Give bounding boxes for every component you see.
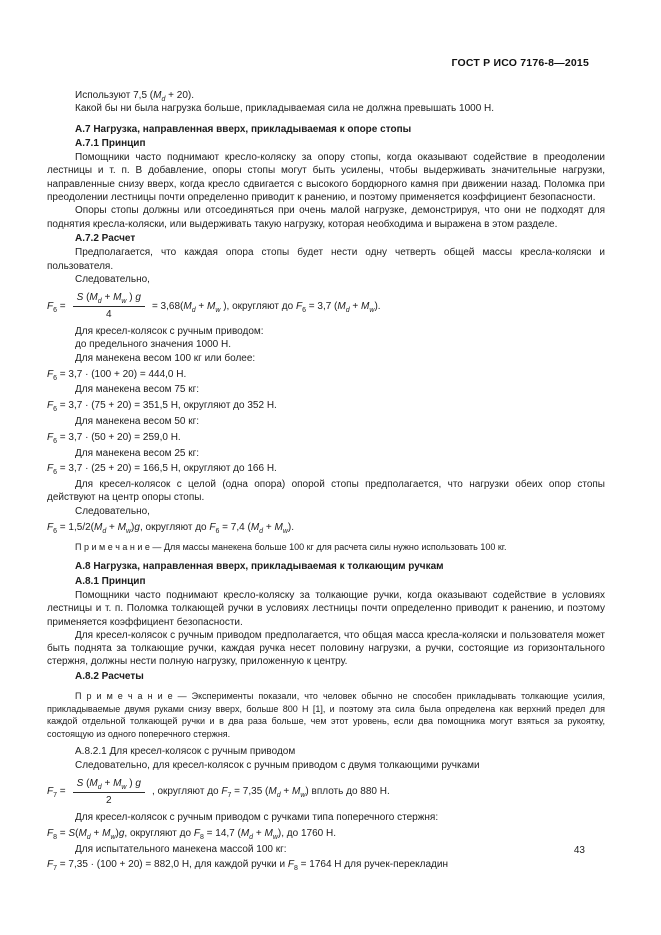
paragraph: Для кресел-колясок с ручным приводом с ручками типа поперечного стержня:	[75, 812, 439, 824]
paragraph: Для кресел-колясок с целой (одна опора) опорой стопы предполагается, что нагрузки обеих опор стопы действуют на центр опоры стопы.	[47, 479, 605, 504]
formula: $F_7 = 7,35 \cdot (100 + 20) = 882,0$ Н, для каждой ручки и $F_8 = 1764$ Н для ручек-перекладин	[47, 859, 448, 873]
formula	[47, 777, 605, 807]
document-body	[47, 89, 605, 874]
formula-fraction	[73, 777, 145, 807]
paragraph: Следовательно,	[75, 273, 150, 285]
fraction-denominator: 2	[73, 792, 145, 807]
paragraph: Следовательно, для кресел-колясок с ручным приводом с двумя толкающими ручками	[75, 759, 480, 771]
paragraph: Опоры стопы должны или отсоединяться при очень малой нагрузке, демонстрируя, что они не подходят для поднятия кресла-коляски, или выдерживать такую нагрузку, которая необходима и выражена в этом разделе.	[47, 205, 605, 230]
paragraph: Для манекена весом 25 кг:	[75, 447, 200, 459]
paragraph: Помощники часто поднимают кресло-коляску за опору стопы, когда оказывают содействие в преодолении лестницы и т. п. В добавление, опоры стопы могут быть усилены, чтобы выдерживать значительные нагрузки, направленные снизу вверх, когда кресло сдвигается с высокого бордюрного камня при движении назад. Поломка при преодолении лестницы почти определенно приводит к ранению, и поэтому применяется коэффициент безопасности.	[47, 152, 605, 204]
paragraph: Помощники часто поднимают кресло-коляску за толкающие ручки, когда оказывают содействие в условиях лестницы и т. п. Поломка толкающей ручки в условиях лестницы почти определенно приводит к ранению, и поэтому применяется коэффициент безопасности.	[47, 590, 605, 628]
formula: $F_6 = 3,7 \cdot (50 + 20) = 259,0$ Н.	[47, 431, 181, 445]
subsection-heading: А.7.1 Принцип	[75, 137, 146, 149]
paragraph: Для кресел-колясок с ручным приводом предполагается, что общая масса кресла-коляски и пользователя может быть поднята за толкающие ручки, каждая ручка несет половину нагрузки, а ручки, состоящие из горизонтального стержня, должны нести полную нагрузку, приложенную к центру.	[47, 629, 605, 668]
page-number: 43	[573, 845, 585, 856]
paragraph: Для испытательного манекена массой 100 кг:	[75, 843, 287, 855]
paragraph: Для кресел-колясок с ручным приводом:	[75, 326, 264, 338]
fraction-numerator: S ($M_d + M_w$ ) g	[76, 292, 141, 306]
formula-lhs: $F_7$ =	[47, 786, 66, 800]
note-paragraph: П р и м е ч а н и е — Эксперименты показали, что человек обычно не способен прикладывать толкающие усилия, прикладываемые двумя руками снизу вверх, больше 800 Н [1], и поэтому эта сила была определена как верхний предел для каждой отдельной толкающей ручки и в два раза больше, чем этот уровень, если два помощника могут взяться за рукоятку, состоящую из одного поперечного стержня.	[47, 691, 605, 739]
paragraph: Предполагается, что каждая опора стопы будет нести одну четверть общей массы кресла-коляски и пользователя.	[47, 247, 605, 272]
formula-rhs: = $3,68(M_d + M_w$ ), округляют до $F_6 = 3,7$ $(M_d + M_w)$.	[151, 300, 381, 314]
paragraph: Используют 7,5 $(M_d + 20)$.	[75, 90, 195, 103]
formula: $F_6 = 3,7 \cdot (75 + 20) = 351,5$ Н, округляют до 352 Н.	[47, 400, 277, 414]
paragraph: до предельного значения 1000 Н.	[75, 339, 232, 351]
fraction-numerator: S ($M_d + M_w$ ) g	[76, 778, 141, 792]
paragraph: Какой бы ни была нагрузка больше, прикладываемая сила не должна превышать 1000 Н.	[75, 103, 495, 115]
formula: $F_6 = 3,7 \cdot (25 + 20) = 166,5$ Н, округляют до 166 Н.	[47, 463, 277, 477]
formula-lhs: $F_6$ =	[47, 300, 66, 314]
paragraph: Для манекена весом 50 кг:	[75, 415, 200, 427]
note-paragraph: П р и м е ч а н и е — Для массы манекена больше 100 кг для расчета силы нужно использовать 100 кг.	[75, 541, 507, 552]
paragraph: Следовательно,	[75, 505, 150, 517]
formula: $F_6 = 3,7 \cdot (100 + 20) = 444,0$ Н.	[47, 368, 187, 382]
paragraph: Для манекена весом 75 кг:	[75, 384, 200, 396]
formula-fraction	[73, 291, 145, 321]
paragraph: А.8.2.1 Для кресел-колясок с ручным приводом	[75, 746, 296, 758]
formula: $F_8 = S(M_d + M_w)g$, округляют до $F_8 = 14,7$ $(M_d + M_w)$, до 1760 Н.	[47, 827, 336, 841]
section-heading: А.7 Нагрузка, направленная вверх, прикладываемая к опоре стопы	[75, 123, 412, 135]
formula	[47, 291, 605, 321]
subsection-heading: А.8.2 Расчеты	[75, 670, 144, 682]
formula: $F_6 = 1,5/2(M_d + M_w)g$, округляют до $F_6 = 7,4$ $(M_d + M_w)$.	[47, 521, 294, 535]
subsection-heading: А.8.1 Принцип	[75, 575, 146, 587]
running-header: ГОСТ Р ИСО 7176-8—2015	[451, 57, 589, 69]
subsection-heading: А.7.2 Расчет	[75, 232, 136, 244]
paragraph: Для манекена весом 100 кг или более:	[75, 352, 256, 364]
section-heading: А.8 Нагрузка, направленная вверх, прикладываемая к толкающим ручкам	[75, 561, 444, 573]
fraction-denominator: 4	[73, 306, 145, 321]
formula-rhs: , округляют до $F_7 = 7,35$ $(M_d + M_w)$ вплоть до 880 Н.	[151, 786, 390, 800]
